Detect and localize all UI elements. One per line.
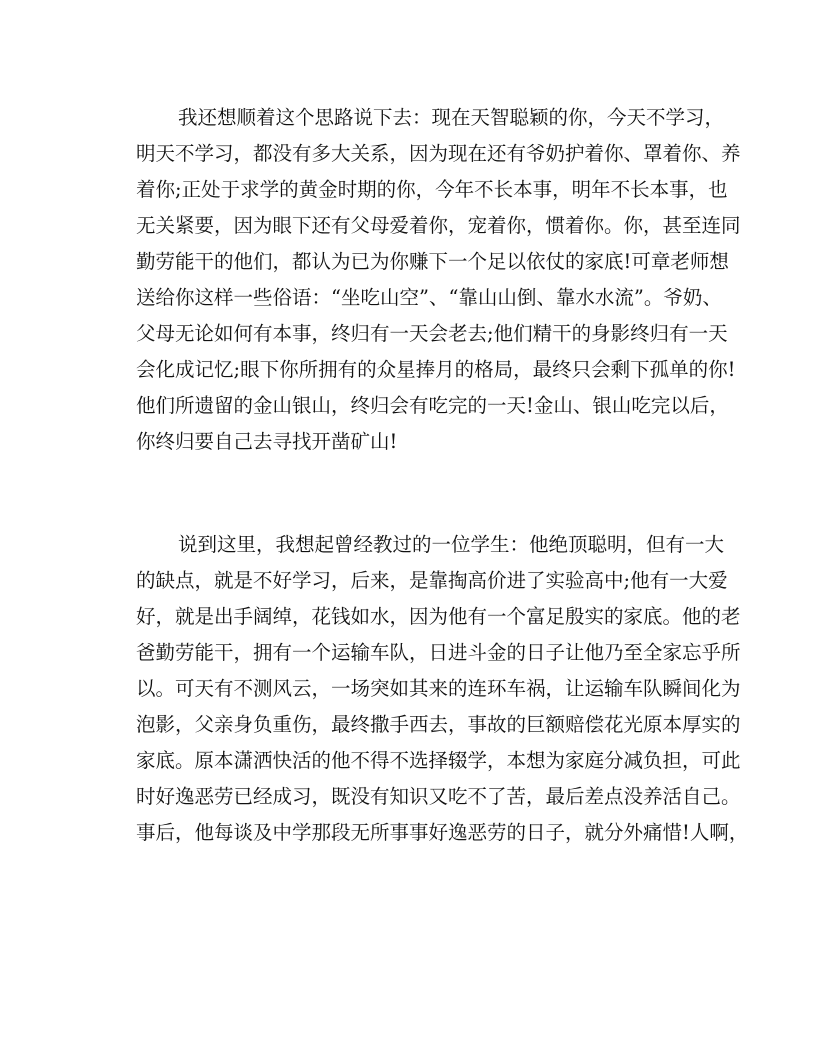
paragraph-line: 的缺点，就是不好学习，后来，是靠掏高价进了实验高中;他有一大爱	[136, 569, 728, 592]
paragraph-line: 父母无论如何有本事，终归有一天会老去;他们精干的身影终归有一天	[136, 322, 728, 345]
paragraph-line: 时好逸恶劳已经成习，既没有知识又吃不了苦，最后差点没养活自己。	[136, 785, 741, 808]
paragraph-line: 无关紧要，因为眼下还有父母爱着你，宠着你，惯着你。你，甚至连同	[136, 214, 741, 237]
paragraph-line: 明天不学习，都没有多大关系，因为现在还有爷奶护着你、罩着你、养	[136, 142, 741, 165]
paragraph-line: 泡影，父亲身负重伤，最终撒手西去，事故的巨额赔偿花光原本厚实的	[136, 713, 741, 736]
paragraph-line: 说到这里，我想起曾经教过的一位学生：他绝顶聪明，但有一大	[178, 533, 725, 556]
paragraph-line: 他们所遗留的金山银山，终归会有吃完的一天!金山、银山吃完以后，	[136, 394, 729, 417]
paragraph-line: 我还想顺着这个思路说下去：现在天智聪颖的你，今天不学习，	[178, 106, 725, 129]
paragraph-line: 着你;正处于求学的黄金时期的你，今年不长本事，明年不长本事，也	[136, 178, 728, 201]
paragraph-line: 会化成记忆;眼下你所拥有的众星捧月的格局，最终只会剩下孤单的你!	[136, 358, 736, 381]
paragraph-line: 送给你这样一些俗语：“坐吃山空”、“靠山山倒、靠水水流”。爷奶、	[136, 286, 722, 309]
paragraph-line: 勤劳能干的他们，都认为已为你赚下一个足以依仗的家底!可章老师想	[136, 250, 729, 273]
paragraph-line: 以。可天有不测风云，一场突如其来的连环车祸，让运输车队瞬间化为	[136, 677, 741, 700]
paragraph-line: 爸勤劳能干，拥有一个运输车队，日进斗金的日子让他乃至全家忘乎所	[136, 641, 741, 664]
paragraph-line: 事后，他每谈及中学那段无所事事好逸恶劳的日子，就分外痛惜!人啊，	[136, 821, 749, 844]
paragraph-line: 好，就是出手阔绰，花钱如水，因为他有一个富足殷实的家底。他的老	[136, 605, 741, 628]
paragraph-line: 你终归要自己去寻找开凿矿山!	[136, 430, 398, 453]
paragraph-line: 家底。原本潇洒快活的他不得不选择辍学，本想为家庭分减负担，可此	[136, 749, 741, 772]
